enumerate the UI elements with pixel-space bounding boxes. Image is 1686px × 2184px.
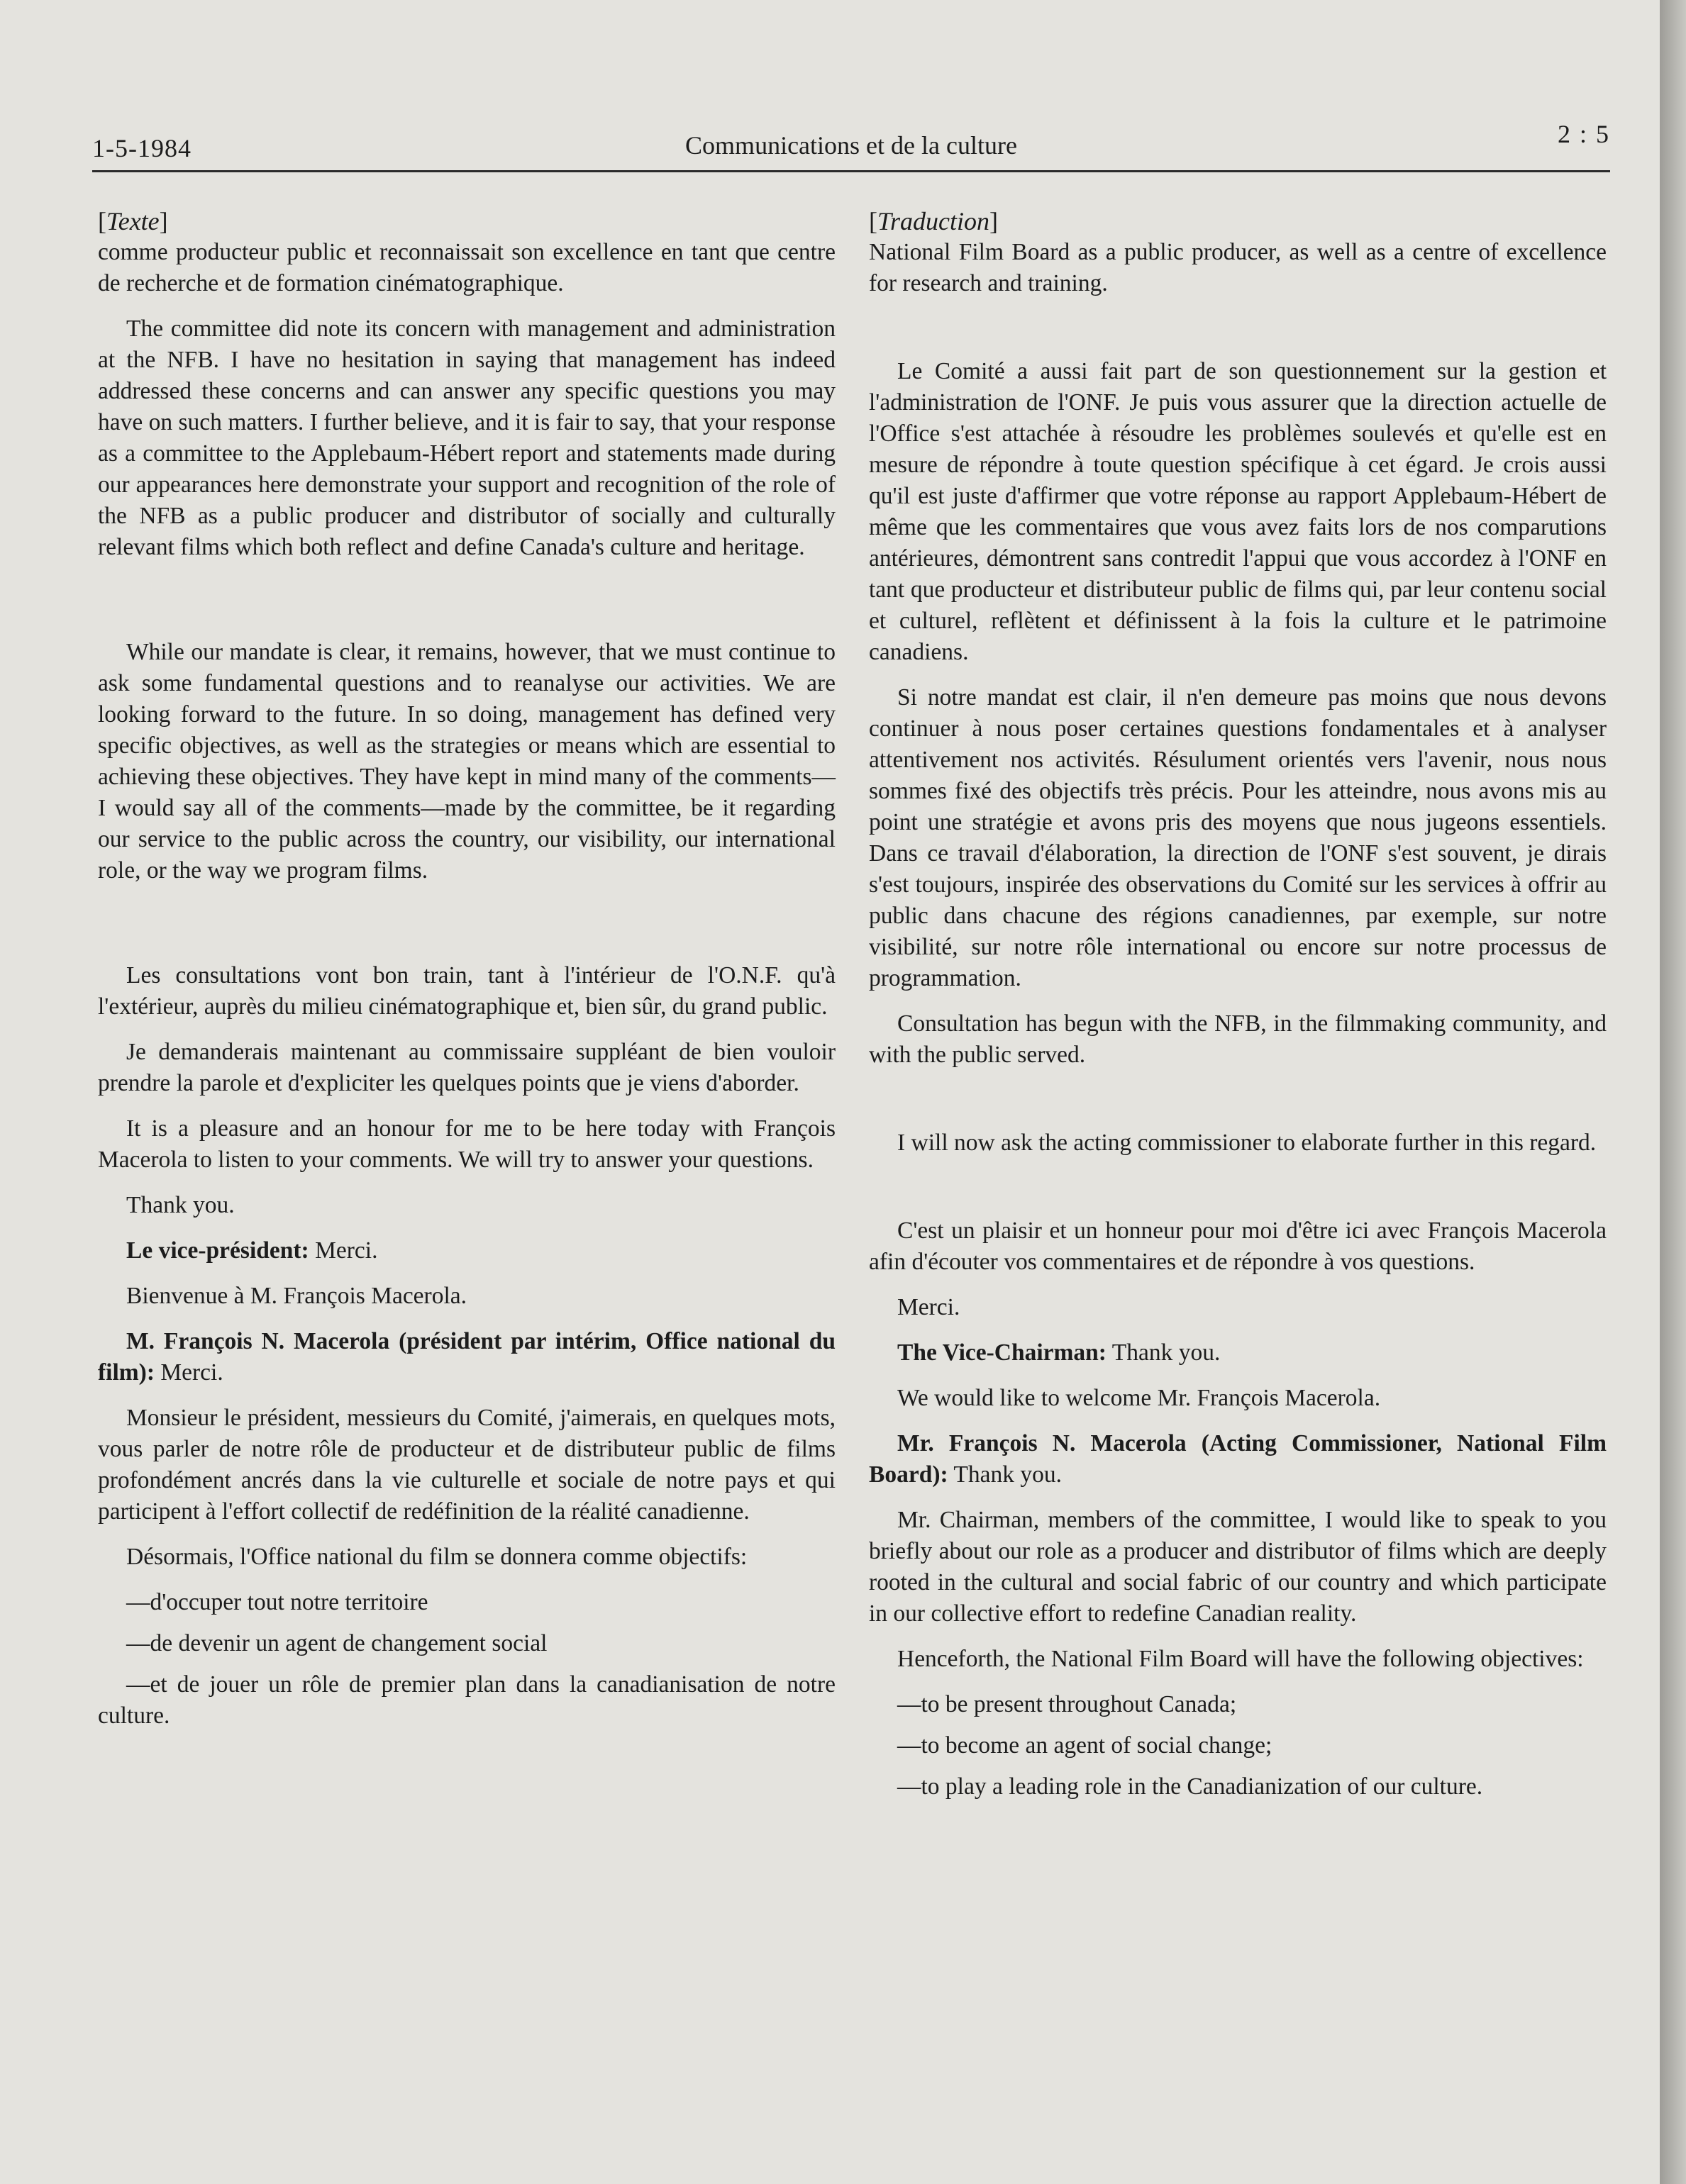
right-speaker-paragraph: The Vice-Chairman: Thank you. [897,1339,1221,1366]
right-paragraph: National Film Board as a public producer, as well as a centre of excellence for research and training. [869,239,1607,296]
left-paragraph: It is a pleasure and an honour for me to be here today with François Macerola to listen to your comments. We will try to answer your questions. [98,1115,836,1173]
left-paragraph: Je demanderais maintenant au commissaire suppléant de bien vouloir prendre la parole et d'expliciter les quelques points que je viens d'aborder. [98,1039,836,1096]
speaker-name: Le vice-président: [126,1237,309,1264]
page-edge-shadow [1660,0,1686,2184]
right-paragraph: We would like to welcome Mr. François Macerola. [897,1385,1381,1411]
right-paragraph: I will now ask the acting commissioner to elaborate further in this regard. [897,1130,1597,1156]
running-header [92,121,1610,170]
left-column [98,206,836,1742]
speaker-name: The Vice-Chairman: [897,1339,1107,1366]
left-objectives-list [98,1587,836,1732]
left-paragraph: comme producteur public et reconnaissait son excellence en tant que centre de recherche et de formation cinématographique. [98,239,836,296]
list-item: —de devenir un agent de changement social [126,1630,548,1656]
header-title: Communications et de la culture [685,131,1017,160]
list-item: —d'occuper tout notre territoire [126,1589,428,1615]
left-section-label: [Texte] [98,207,168,235]
right-paragraph: C'est un plaisir et un honneur pour moi d'être ici avec François Macerola afin d'écouter vos commentaires et de répondre à vos questions. [869,1218,1607,1275]
left-paragraph: The committee did note its concern with management and administration at the NFB. I have no hesitation in saying that management has indeed addressed these concerns and can answer any specific questions you may have on such matters. I further believe, and it is fair to say, that your response as a committee to the Applebaum-Hébert report and statements made during our appearances here demonstrate your support and recognition of the role of the NFB as a public producer and distributor of socially and culturally relevant films which both reflect and define Canada's culture and heritage. [98,316,836,560]
left-paragraph: Les consultations vont bon train, tant à l'intérieur de l'O.N.F. qu'à l'extérieur, auprès du milieu cinématographique et, bien sûr, du grand public. [98,962,836,1020]
right-column [869,206,1607,1812]
right-paragraph: Le Comité a aussi fait part de son questionnement sur la gestion et l'administration de l'ONF. Je puis vous assurer que la direction actuelle de l'Office s'est attachée à résoudre les problèmes soulevés et qu'elle est en mesure de répondre à toute question spécifique à cet égard. Je crois aussi qu'il est juste d'affirmer que votre réponse au rapport Applebaum-Hébert de même que les commentaires que vous avez faits lors de nos comparutions antérieures, démontrent sans contredit l'appui que vous accordez à l'ONF en tant que producteur et distributeur public de films qui, par leur contenu social et culturel, reflètent et définissent à la fois la culture et le patrimoine canadiens. [869,358,1607,665]
speaker-name: M. François N. Macerola (président par intérim, Office national du film): [98,1328,836,1386]
speaker-name: Mr. François N. Macerola (Acting Commissioner, National Film Board): [869,1430,1607,1488]
header-rule [92,170,1610,172]
list-item: —et de jouer un rôle de premier plan dans la canadianisation de notre culture. [98,1671,836,1729]
list-item: —to become an agent of social change; [897,1732,1272,1759]
right-objectives-list [869,1689,1607,1803]
right-section-label: [Traduction] [869,207,999,235]
header-date: 1-5-1984 [92,134,192,162]
right-paragraph: Henceforth, the National Film Board will have the following objectives: [897,1646,1584,1672]
list-item: —to play a leading role in the Canadianization of our culture. [897,1773,1483,1800]
left-paragraph: Monsieur le président, messieurs du Comité, j'aimerais, en quelques mots, vous parler de notre rôle de producteur et de distributeur public de films profondément ancrés dans la vie culturelle et sociale de notre pays et qui participent à l'effort collectif de redéfinition de la réalité canadienne. [98,1405,836,1525]
right-paragraph: Si notre mandat est clair, il n'en demeure pas moins que nous devons continuer à nous poser certaines questions fondamentales et à analyser attentivement nos activités. Résulument orientés vers l'avenir, nous nous sommes fixé des objectifs très précis. Pour les atteindre, nous avons mis au point une stratégie et avons pris des moyens que nous jugeons essentiels. Dans ce travail d'élaboration, la direction de l'ONF s'est souvent, je dirais s'est toujours, inspirée des observations du Comité sur les services à offrir au public dans chacune des régions canadiennes, par exemple, sur notre visibilité, sur notre rôle international ou encore sur notre processus de programmation. [869,684,1607,991]
left-paragraph: Thank you. [126,1192,235,1218]
left-paragraph: Bienvenue à M. François Macerola. [126,1283,467,1309]
right-speaker-paragraph: Mr. François N. Macerola (Acting Commissioner, National Film Board): Thank you. [869,1430,1607,1488]
left-paragraph: Désormais, l'Office national du film se donnera comme objectifs: [126,1544,748,1570]
list-item: —to be present throughout Canada; [897,1691,1237,1717]
left-speaker-paragraph: M. François N. Macerola (président par intérim, Office national du film): Merci. [98,1328,836,1386]
left-paragraph: While our mandate is clear, it remains, however, that we must continue to ask some fundamental questions and to reanalyse our activities. We are looking forward to the future. In so doing, management has defined very specific objectives, as well as the strategies or means which are essential to achieving these objectives. They have kept in mind many of the comments—I would say all of the comments—made by the committee, be it regarding our service to the public across the country, our visibility, our international role, or the way we program films. [98,639,836,884]
header-page-number: 2 : 5 [1557,120,1610,148]
right-paragraph: Consultation has begun with the NFB, in the filmmaking community, and with the public served. [869,1010,1607,1068]
left-speaker-paragraph: Le vice-président: Merci. [126,1237,378,1264]
right-paragraph: Merci. [897,1294,960,1320]
right-paragraph: Mr. Chairman, members of the committee, I would like to speak to you briefly about our role as a producer and distributor of films which are deeply rooted in the cultural and social fabric of our country and which participate in our collective effort to redefine Canadian reality. [869,1507,1607,1627]
